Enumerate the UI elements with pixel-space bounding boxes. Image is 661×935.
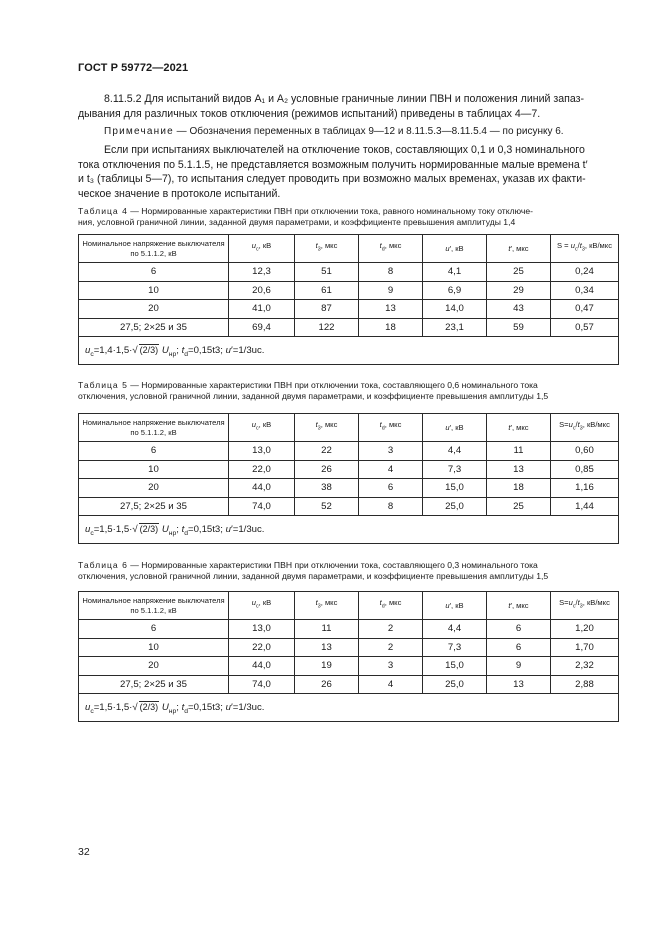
table-header-row [79, 414, 619, 442]
table-cell: 44,0 [229, 479, 295, 498]
table-footnote: $u_c=1,5\cdot 1,5\cdot√$ (2/3) $U_{нр}$; $t_d=0,15t3$; u′=1/3uc. [79, 516, 619, 544]
table-cell: 59 [487, 318, 551, 337]
table-cell: 18 [359, 318, 423, 337]
table-6 [78, 591, 619, 722]
table-cell: 0,34 [551, 281, 619, 300]
table-cell: 20 [79, 479, 229, 498]
table-caption-text: — Нормированные характеристики ПВН при отключении тока, составляющего 0,6 номинального тока [127, 380, 538, 390]
table-cell: 11 [295, 620, 359, 639]
note-text: — Обозначения переменных в таблицах 9—12 и 8.11.5.3—8.11.5.4 — по рисунку 6. [173, 126, 564, 137]
table-cell: 51 [295, 263, 359, 282]
table-cell: 23,1 [423, 318, 487, 337]
table-caption-text: — Нормированные характеристики ПВН при отключении тока, составляющего 0,3 номинального тока [127, 560, 538, 570]
table-cell: 9 [359, 281, 423, 300]
table-cell: 12,3 [229, 263, 295, 282]
table-caption-label: Таблица 4 [78, 206, 128, 216]
table-cell: 6 [79, 263, 229, 282]
table-cell: 3 [359, 657, 423, 676]
table-cell: 43 [487, 300, 551, 319]
table-row [79, 300, 619, 319]
column-header: u′, кВ [423, 592, 487, 620]
table-cell: 6 [79, 442, 229, 461]
column-header: Номинальное напряжение выключателя по 5.1.1.2, кВ [79, 592, 229, 620]
table-caption-text: — Нормированные характеристики ПВН при отключении тока, равного номинальному току отключе- [127, 206, 533, 216]
table-cell: 11 [487, 442, 551, 461]
table-cell: 25 [487, 263, 551, 282]
table-cell: 26 [295, 675, 359, 694]
paragraph-line: Если при испытаниях выключателей на отключение токов, составляющих 0,1 и 0,3 номинального [104, 144, 585, 156]
table-cell: 22,0 [229, 638, 295, 657]
paragraph-8-11-5-2 [78, 92, 616, 121]
table-cell: 15,0 [423, 479, 487, 498]
table-cell: 19 [295, 657, 359, 676]
table-row [79, 318, 619, 337]
table-cell: 2 [359, 638, 423, 657]
table-cell: 61 [295, 281, 359, 300]
column-header: Номинальное напряжение выключателя по 5.1.1.2, кВ [79, 235, 229, 263]
table-row [79, 638, 619, 657]
table-row [79, 675, 619, 694]
table-cell: 13 [487, 675, 551, 694]
table-cell: 13,0 [229, 620, 295, 639]
column-header: $S=u_c/t_3$, кВ/мкс [551, 592, 619, 620]
table-header-row [79, 235, 619, 263]
table-cell: 6 [79, 620, 229, 639]
column-header: t′, мкс [487, 592, 551, 620]
table-cell: 0,60 [551, 442, 619, 461]
table-cell: 20,6 [229, 281, 295, 300]
column-header: $t_d$, мкс [359, 592, 423, 620]
table-cell: 38 [295, 479, 359, 498]
table-cell: 4,4 [423, 442, 487, 461]
table-cell: 27,5; 2×25 и 35 [79, 675, 229, 694]
column-header: $t_d$, мкс [359, 414, 423, 442]
note-label: Примечание [104, 126, 174, 137]
table-cell: 25,0 [423, 675, 487, 694]
table-footnote-row [79, 694, 619, 722]
column-header: Номинальное напряжение выключателя по 5.1.1.2, кВ [79, 414, 229, 442]
table-cell: 44,0 [229, 657, 295, 676]
table-cell: 69,4 [229, 318, 295, 337]
column-header: t′, мкс [487, 414, 551, 442]
table-cell: 0,57 [551, 318, 619, 337]
table-caption-text: отключения, условной граничной линии, заданной двумя параметрами, и коэффициенте превышения амплитуды 1,5 [78, 391, 549, 402]
table-cell: 10 [79, 281, 229, 300]
table-caption-text: отключения, условной граничной линии, заданной двумя параметрами, и коэффициенте превышения амплитуды 1,5 [78, 571, 549, 582]
column-header: $t_d$, мкс [359, 235, 423, 263]
table-cell: 27,5; 2×25 и 35 [79, 497, 229, 516]
column-header: $u_c$, кВ [229, 592, 295, 620]
paragraph-line: ческое значение в протоколе испытаний. [78, 187, 281, 200]
table-cell: 52 [295, 497, 359, 516]
paragraph-line: и t₃ (таблицы 5—7), то испытания следует проводить при возможно малых временах, указав их факти- [78, 173, 586, 185]
column-header: $t_3$, мкс [295, 592, 359, 620]
column-header: u′, кВ [423, 414, 487, 442]
table-cell: 2,32 [551, 657, 619, 676]
table-cell: 10 [79, 638, 229, 657]
column-header: $S=u_c/t_3$, кВ/мкс [551, 414, 619, 442]
table-cell: 1,70 [551, 638, 619, 657]
table-cell: 4 [359, 460, 423, 479]
table-cell: 13 [295, 638, 359, 657]
table-cell: 10 [79, 460, 229, 479]
table-cell: 27,5; 2×25 и 35 [79, 318, 229, 337]
paragraph-line: тока отключения по 5.1.1.5, не представляется возможным получить нормированные малые времена t′ [78, 158, 588, 171]
table-cell: 8 [359, 263, 423, 282]
table-cell: 74,0 [229, 675, 295, 694]
table-cell: 4,4 [423, 620, 487, 639]
column-header: u′, кВ [423, 235, 487, 263]
table-cell: 1,16 [551, 479, 619, 498]
table-cell: 22 [295, 442, 359, 461]
table-cell: 20 [79, 300, 229, 319]
table-cell: 26 [295, 460, 359, 479]
table-cell: 87 [295, 300, 359, 319]
table-cell: 20 [79, 657, 229, 676]
table-row [79, 479, 619, 498]
table-cell: 25,0 [423, 497, 487, 516]
table-cell: 13 [359, 300, 423, 319]
table-4-caption [78, 206, 618, 229]
table-cell: 6 [487, 638, 551, 657]
table-row [79, 497, 619, 516]
table-cell: 6,9 [423, 281, 487, 300]
table-cell: 2,88 [551, 675, 619, 694]
table-cell: 7,3 [423, 638, 487, 657]
table-cell: 9 [487, 657, 551, 676]
table-cell: 13,0 [229, 442, 295, 461]
paragraph-test-conditions [78, 143, 616, 201]
table-cell: 2 [359, 620, 423, 639]
page-number: 32 [78, 846, 90, 858]
table-row [79, 442, 619, 461]
table-cell: 14,0 [423, 300, 487, 319]
table-cell: 22,0 [229, 460, 295, 479]
table-caption-label: Таблица 5 [78, 380, 128, 390]
table-cell: 4 [359, 675, 423, 694]
table-row [79, 620, 619, 639]
table-row [79, 263, 619, 282]
table-caption-label: Таблица 6 [78, 560, 128, 570]
table-cell: 6 [359, 479, 423, 498]
table-row [79, 657, 619, 676]
table-cell: 41,0 [229, 300, 295, 319]
table-cell: 4,1 [423, 263, 487, 282]
note [78, 125, 616, 139]
document-header: ГОСТ Р 59772—2021 [78, 62, 189, 74]
table-cell: 18 [487, 479, 551, 498]
table-footnote-row [79, 337, 619, 365]
table-cell: 6 [487, 620, 551, 639]
paragraph-line: 8.11.5.2 Для испытаний видов A₁ и A₂ условные граничные линии ПВН и положения линий запаз- [104, 93, 585, 105]
table-cell: 8 [359, 497, 423, 516]
table-cell: 0,24 [551, 263, 619, 282]
table-6-caption [78, 560, 618, 583]
column-header: $u_c$, кВ [229, 235, 295, 263]
table-cell: 74,0 [229, 497, 295, 516]
table-cell: 13 [487, 460, 551, 479]
column-header: $t_3$, мкс [295, 235, 359, 263]
table-cell: 122 [295, 318, 359, 337]
column-header: $u_c$, кВ [229, 414, 295, 442]
table-footnote: $u_c=1,5\cdot 1,5\cdot√$ (2/3) $U_{нр}$; $t_d=0,15t3$; u′=1/3uc. [79, 694, 619, 722]
table-cell: 3 [359, 442, 423, 461]
table-cell: 7,3 [423, 460, 487, 479]
table-cell: 0,85 [551, 460, 619, 479]
table-cell: 1,44 [551, 497, 619, 516]
table-header-row [79, 592, 619, 620]
table-cell: 29 [487, 281, 551, 300]
table-cell: 1,20 [551, 620, 619, 639]
column-header: t′, мкс [487, 235, 551, 263]
table-footnote: $u_c=1,4\cdot 1,5\cdot√$ (2/3) $U_{нр}$; $t_d=0,15t3$; u′=1/3uc. [79, 337, 619, 365]
table-row [79, 460, 619, 479]
table-4 [78, 234, 619, 365]
table-caption-text: ния, условной граничной линии, заданной двумя параметрами, и коэффициенте превышения амплитуды 1,4 [78, 217, 516, 228]
table-cell: 15,0 [423, 657, 487, 676]
column-header: $S = u_c/t_3$, кВ/мкс [551, 235, 619, 263]
table-row [79, 281, 619, 300]
table-footnote-row [79, 516, 619, 544]
paragraph-line: дывания для различных токов отключения (режимов испытаний) приведены в таблицах 4—7. [78, 107, 541, 120]
table-cell: 25 [487, 497, 551, 516]
table-cell: 0,47 [551, 300, 619, 319]
column-header: $t_3$, мкс [295, 414, 359, 442]
table-5 [78, 413, 619, 544]
table-5-caption [78, 380, 618, 403]
